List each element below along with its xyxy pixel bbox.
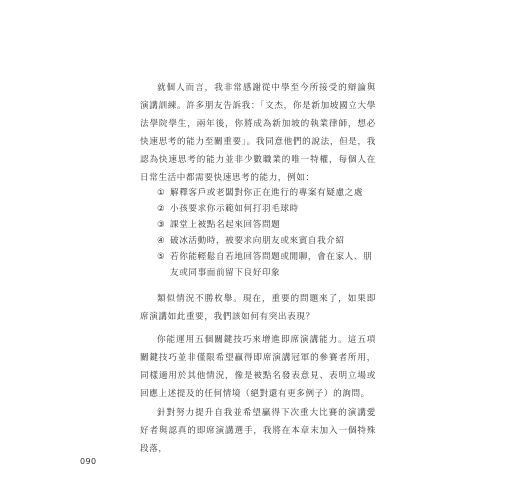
paragraph-intro: 就個人而言，我非常感謝從中學至今所接受的辯論與演講訓練。許多朋友告訴我：「文杰，你是新加坡國立大學法學院學生，兩年後，你將成為新加坡的執業律師，想必快速思考的能力至關重要」。我同意他們的說法，但是，我認為快速思考的能力並非少數職業的唯一特權，每個人在日常生活中都需要快速思考的能力，例如： <box>140 83 376 183</box>
list-item-text: 小孩要求你示範如何打羽毛球時 <box>170 204 299 214</box>
list-number: ① <box>157 188 166 198</box>
page-number: 090 <box>80 457 97 466</box>
list-item <box>157 249 377 281</box>
list-item <box>157 217 377 233</box>
list-item <box>157 233 377 249</box>
list-item-text: 破冰活動時，被要求向朋友或來賓自我介紹 <box>170 236 345 246</box>
examples-list <box>157 185 377 281</box>
list-item-text: 解釋客戶或老闆對你正在進行的專案有疑慮之處 <box>170 188 364 198</box>
paragraph-key-skills: 你能運用五個關鍵技巧來增進即席演講能力。這五項關鍵技巧並非僅限希望贏得即席演講冠軍的參賽者所用，同樣適用於其他情況，像是被點名發表意見、表明立場或回應上述提及的任何情境（絕對還有更多例子）的詢問。 <box>140 335 376 399</box>
list-number: ⑤ <box>157 252 166 262</box>
list-number: ③ <box>157 220 166 230</box>
list-number: ④ <box>157 236 166 246</box>
paragraph-question: 類似情況不勝枚舉。現在，重要的問題來了，如果即席演講如此重要，我們該如何有突出表現？ <box>140 294 376 322</box>
paragraph-special-section: 針對努力提升自我並希望贏得下次重大比賽的演講愛好者與認真的即席演講選手，我將在本章末加入一個特殊段落， <box>140 408 376 454</box>
list-item <box>157 201 377 217</box>
list-item-text: 若你能輕鬆自若地回答問題或閒聊，會在家人、朋友或同事面前留下良好印象 <box>170 252 373 278</box>
list-item-text: 課堂上被點名起來回答問題 <box>170 220 281 230</box>
list-item <box>157 185 377 201</box>
list-number: ② <box>157 204 166 214</box>
